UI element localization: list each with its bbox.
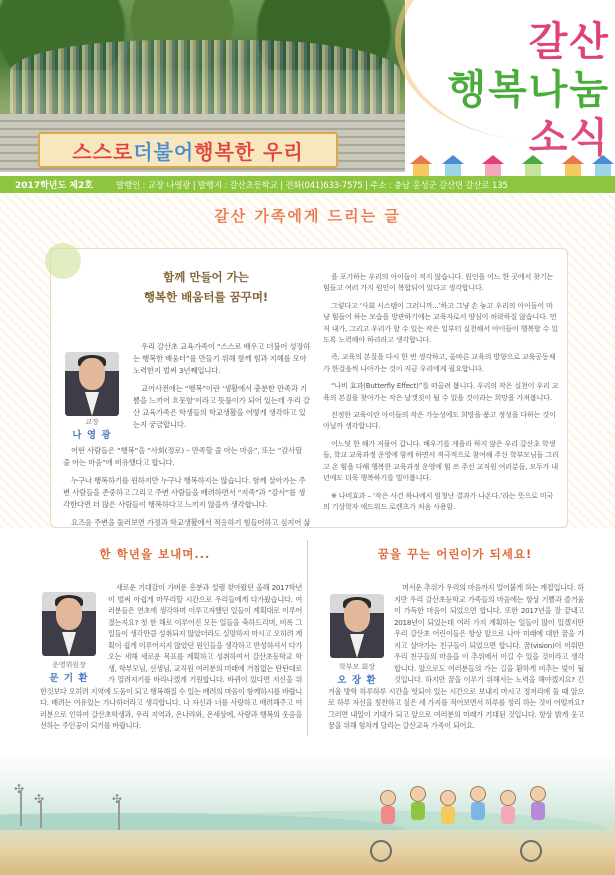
letter-paragraph: 누구나 행복하기를 원하지만 누구나 행복하지는 않습니다. 함께 살아가는 주변 사람들을 존중하고 그리고 주변 사람들을 배려하면서 “지족”과 “감사”를 생각한다면 더 많은 사람들이 행복하다고 느끼지 않을까 생각합니다. bbox=[63, 476, 306, 509]
child-icon bbox=[410, 786, 426, 802]
child-icon bbox=[500, 790, 516, 806]
letter-section-title: 갈산 가족에게 드리는 글 bbox=[214, 207, 401, 225]
letter-paragraph: “나비 효과(Butterfly Effect)”를 떠올려 봅니다. 우리의 작은 실천이 우리 교육의 본질을 찾아가는 작은 날갯짓이 될 수 있을 것이라는 희망을 가져봅니다. bbox=[323, 381, 559, 402]
letter-paragraph: 진정한 교육이란 아이들의 작은 가능성에도 희망을 품고 정성을 다하는 것이 아닐까 생각합니다. bbox=[323, 410, 556, 431]
left-section-text bbox=[40, 582, 302, 732]
letter-paragraph: 교어사전에는 “행복”이란 ‘생활에서 충분한 만족과 기쁨을 느끼어 흐뭇함’이라고 뜻풀이가 되어 있는데 우리 갈산 교육가족은 학생들의 학교생활을 어떻게 생각하고 있는지 궁금합니다. bbox=[133, 384, 310, 429]
bicycle-wheel-icon bbox=[520, 840, 542, 862]
left-section-body: 새로운 기대감이 가벼운 흥분과 설렘 찾아왔던 올해 2017학년이 벌써 아쉽게 마무리할 시간으로 우리들에게 다가왔습니다. 여러분들은 연초에 생각하며 이루고자했던 일들이 계획대로 이루어 졌는지요? 첫 한 해로 이루어진 모든 일들을 축하드리며, 비록 그 일들이 생각만큼 성취되지 않았더라도 실망하지 마시고 오히려 계획이 쉽게 이루어지지 않았던 원인들을 생각하고 반성하셔서 다가오는 새해 새로운 목표를 계획하고 성취하여서 갈산초등학교 학생, 학부모님, 선생님, 교직원 여러분의 미래에 거침없는 탄탄대로가 열려지기를 바라나겠게 기원합니다. 바뀌이 있다면 지신을 위한것보다 오히려 지역에 도움이 되고 행복해질 수 있는 배려의 마음이 함께하시를 바랍니다. 배려는 여유있는 가나하더라고 생각합니다. 나 자신과 너를 사랑하고 배려해주고 여러분으로 인하여 갈산초학생과, 우리 지역과, 온나라와, 온세상에, 사랑과 행복의 웃음을 선하는 주인공이 되기를 바랍니다. bbox=[40, 583, 302, 730]
child-icon bbox=[440, 790, 456, 806]
bicycle-wheel-icon bbox=[370, 840, 392, 862]
right-section-text bbox=[328, 582, 584, 732]
committee-chair-name: 문 기 환 bbox=[49, 673, 89, 684]
right-section-title: 꿈을 꾸는 어린이가 되세요! bbox=[377, 547, 533, 561]
letter-paragraph: 을 포기하는 우리의 아이들이 적지 않습니다. 원인을 어느 한 곳에서 찾기는 힘들고 여러 가지 원인이 복합되어 있다고 생각합니다. bbox=[323, 272, 554, 293]
principal-name: 나 영 광 bbox=[72, 430, 112, 441]
title-line-3: 소식 bbox=[528, 115, 610, 161]
letter-heading bbox=[121, 267, 291, 307]
letter-column-right bbox=[323, 271, 559, 518]
letter-column-left-top bbox=[133, 341, 311, 437]
letter-paragraph: ※ 나비효과 – ‘작은 사건 하나에서 엄청난 결과가 나온다.’라는 뜻으로 미국의 기상학자 에드워드 로렌츠가 처음 사용함. bbox=[323, 490, 554, 511]
slogan-part-1: 스스로 bbox=[72, 139, 134, 164]
letter-paragraph: 즉, 교육의 본질을 다시 한 번 생각하고, 올바른 교육의 방향으로 교육공동체가 한걸음씩 나아가는 것이 지금 우리에게 필요합니다. bbox=[323, 352, 556, 373]
letter-paragraph: 요즈음 주변을 둘러보면 가정과 학교생활에서 적응하기 힘들어하고 심지어 삶 bbox=[71, 518, 311, 527]
letter-paragraph: 우리 갈산초 교육가족이 “스스로 배우고 더불어 성장하는 행복한 배움터”를 만들기 위해 함께 힘과 지혜를 모아 노력한지 벌써 3년째입니다. bbox=[133, 342, 311, 375]
slogan-banner bbox=[38, 132, 338, 168]
left-section-title: 한 학년을 보내며... bbox=[99, 547, 211, 561]
right-section-body: 며서운 추위가 우리의 마음까지 얼어붙게 하는 계절입니다. 하지만 우리 갈산초등학교 가족들의 마음에는 항상 기쁨과 즐거움이 가득한 마음이 되었으면 합니다. 또한 2017년을 잘 끝내고 2018년이 되었는데 여러 가지 계획하는 일들이 많이 있겠지만 우리 갈산초 어린이들은 항상 앞으로 나아 미래에 대한 꿈을 가지고 살아가는 친구들이 되었으면 합니다. 꿈(vision)이 이뤄만 우리 친구들의 마음을 이 추위에서 이길 수 있을 것이라고 생각합니다. 앞으로도 여러분들의 가는 길을 환하게 비추는 빛이 될 것입니다. 하지만 꿈을 이루기 위해서는 노력을 해야겠지요? 긴 겨울 방학 하루하루 시간을 헛되이 있는 시간으로 보내지 마시고 정저리에 둘 때 앞으로 하루 자신을 칭찬하고 싶은 세 가지를 적어보면서 하루를 정리 하는 것이 어떨까요? 그러면 내일이 기대가 되고 앞으로 여러분의 미래가 기대된 것입니다. 항상 밝게 웃고 꿈을 위해 힘차게 달리는 갈산교육 가족이 되어요. bbox=[328, 583, 584, 730]
landscape-hills bbox=[0, 800, 615, 830]
slogan-part-2: 더불어 bbox=[133, 139, 195, 164]
houses-illustration bbox=[405, 150, 615, 178]
publication-info-bar bbox=[0, 176, 615, 193]
issue-number: 2017학년도 제2호 bbox=[15, 181, 93, 191]
letter-paragraph: 그렇다고 ‘사회 시스템이 그러니까...’하고 그냥 손 놓고 우리의 아이들이 마냥 힘들어 하는 모습을 방관하기에는 교육자로서 양심이 허락하질 않습니다. 먼저 내가, 그리고 우리가 할 수 있는 작은 일부터 실천해서 아이들이 행복할 수 있도록 노력해야 하리라고 생각합니다. bbox=[323, 300, 558, 345]
letter-paragraph: 어떤 사람들은 “행복”을 “사회(정로) – 만족할 줄 아는 마음”, 또는 “감사할 줄 아는 마음”에 비유했다고 합니다. bbox=[63, 446, 303, 467]
left-section-paragraph bbox=[40, 582, 302, 732]
parent-president-name: 오 장 환 bbox=[337, 675, 377, 686]
windmill-icon bbox=[118, 800, 120, 830]
child-icon bbox=[380, 790, 396, 806]
windmill-icon bbox=[20, 790, 22, 826]
photo-crowd bbox=[10, 40, 400, 120]
title-line-1: 갈산 bbox=[528, 19, 610, 65]
slogan-part-3: 행복한 우리 bbox=[194, 139, 304, 164]
committee-chair-role: 운영위원장 bbox=[52, 661, 86, 669]
right-section-paragraph bbox=[328, 582, 584, 732]
newsletter-title bbox=[430, 18, 610, 162]
principal-letter-box bbox=[50, 248, 568, 528]
letter-heading-line-1: 함께 만들어 가는 bbox=[163, 270, 249, 284]
principal-role: 교장 bbox=[85, 418, 99, 426]
windmill-icon bbox=[40, 800, 42, 828]
publisher-details: 발행인 : 교장 나영광 | 발행지 : 갈산초등학교 | 전화(041)633-7575 | 주소 : 충남 홍성군 갈산면 갈산로 135 bbox=[116, 180, 508, 191]
letter-heading-line-2: 행복한 배움터를 꿈꾸며! bbox=[143, 290, 269, 304]
parent-president-role: 학부모 회장 bbox=[338, 663, 376, 671]
title-line-2: 행복나눔 bbox=[447, 67, 610, 113]
letter-column-left-bottom bbox=[63, 445, 311, 535]
child-icon bbox=[530, 786, 546, 802]
column-divider bbox=[307, 540, 308, 736]
child-icon bbox=[470, 786, 486, 802]
letter-paragraph: 어느덧 한 해가 저물어 갑니다. 배우기를 게을리 하지 않은 우리 갈산초 학생들, 학교 교육과정 운영에 함께 하면서 적극적으로 참여해 주신 학부모님들 그리고 온 힘을 다해 행복한 교육과정 운영에 힘 쓰 주신 교직원 여러분들, 모두가 내년에도 더욱 행복하기를 빌어봅니다. bbox=[323, 438, 559, 483]
principal-portrait bbox=[65, 352, 119, 416]
